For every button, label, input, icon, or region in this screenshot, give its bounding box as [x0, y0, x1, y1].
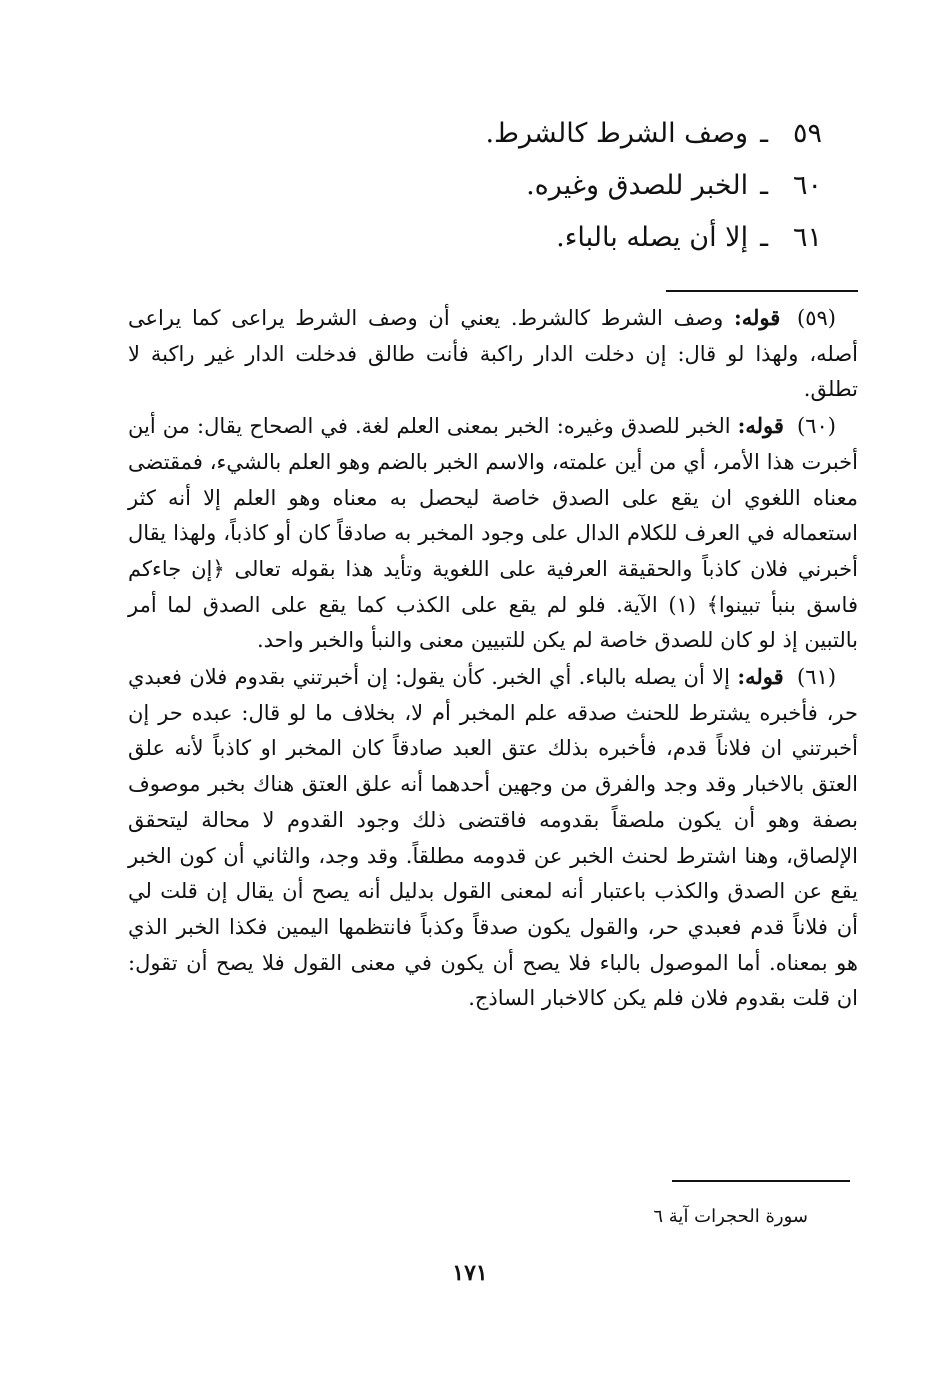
topic-list	[322, 108, 822, 264]
topic-number: ٥٩	[792, 118, 822, 149]
commentary-paragraph	[128, 300, 858, 408]
paragraph-lead: قوله:	[737, 413, 784, 439]
commentary-section	[128, 300, 858, 1017]
commentary-paragraph	[128, 408, 858, 659]
paragraph-lead: قوله:	[734, 305, 781, 330]
paragraph-number: (٦٠)	[797, 414, 836, 439]
paragraph-text: الخبر للصدق وغيره: الخبر بمعنى العلم لغة. في الصحاح يقال: من أين أخبرت هذا الأمر، أي من أين علمته، والاسم الخبر بالضم وهو العلم بالشيء، فمقتضى معناه اللغوي ان يقع على الصدق خاصة ليحصل به معناه وهو العلم إلا أنه كثر استعماله في العرف للكلام الدال على وجود المخبر به صادقاً كان أو كاذباً، ولهذا يقال أخبرني فلان كاذباً والحقيقة العرفية على اللغوية وتأيد هذا بقوله تعالى ﴿إن جاءكم فاسق بنبأ تبينوا﴾ (١) الآية. فلو لم يقع على الكذب كما يقع على الصدق لما أمر بالتبين إذ لو كان للصدق خاصة لم يكن للتبيين معنى والنبأ والخبر واحد.	[128, 414, 858, 653]
topic-dash: ـ	[760, 170, 768, 201]
topic-text: وصف الشرط كالشرط.	[485, 118, 749, 149]
topic-item	[322, 212, 822, 264]
footnote-rule	[672, 1180, 850, 1182]
topic-text: إلا أن يصله بالباء.	[556, 222, 749, 253]
footnote: سورة الحجرات آية ٦	[653, 1206, 808, 1227]
page-number: ١٧١	[452, 1260, 488, 1286]
topic-text: الخبر للصدق وغيره.	[526, 170, 749, 201]
topic-dash: ـ	[760, 222, 768, 253]
commentary-paragraph	[128, 659, 858, 1017]
paragraph-text: وصف الشرط كالشرط. يعني أن وصف الشرط يراعى كما يراعى أصله، ولهذا لو قال: إن دخلت الدار راكبة فأنت طالق فدخلت الدار غير راكبة لا تطلق.	[128, 306, 858, 402]
topic-number: ٦١	[792, 222, 822, 253]
topic-number: ٦٠	[792, 170, 822, 201]
topic-dash: ـ	[760, 118, 768, 149]
paragraph-number: (٥٩)	[797, 306, 836, 330]
topic-item	[322, 108, 822, 160]
separator-rule	[666, 290, 858, 292]
paragraph-lead: قوله:	[737, 664, 784, 690]
paragraph-text: إلا أن يصله بالباء. أي الخبر. كأن يقول: إن أخبرتني بقدوم فلان فعبدي حر، فأخبره يشترط للحنث صدقه علم المخبر أم لا، بخلاف ما لو قال: عبده حر إن أخبرتني ان فلاناً قدم، فأخبره بذلك عتق العبد صادقاً كان المخبر او كاذباً لأنه علق العتق بالاخبار وقد وجد والفرق من وجهين أحدهما أنه علق العتق هناك بخبر موصوف بصفة وهو أن يكون ملصقاً بقدومه فاقتضى ذلك وجود القدوم لا محالة ليتحقق الإلصاق، وهنا اشترط لحنث الخبر عن قدومه مطلقاً. وقد وجد، والثاني أن كون الخبر يقع عن الصدق والكذب باعتبار أنه لمعنى القول بدليل أنه يصح أن يقال إن قلت لي أن فلاناً قدم فعبدي حر، والقول يكون صدقاً وكذباً فانتظمها اليمين فكذا الخبر الذي هو بمعناه. أما الموصول بالباء فلا يصح أن يكون في معنى القول فلا يصح أن تقول: ان قلت بقدوم فلان فلم يكن كالاخبار الساذج.	[128, 665, 858, 1011]
topic-item	[322, 160, 822, 212]
paragraph-number: (٦١)	[797, 665, 837, 690]
